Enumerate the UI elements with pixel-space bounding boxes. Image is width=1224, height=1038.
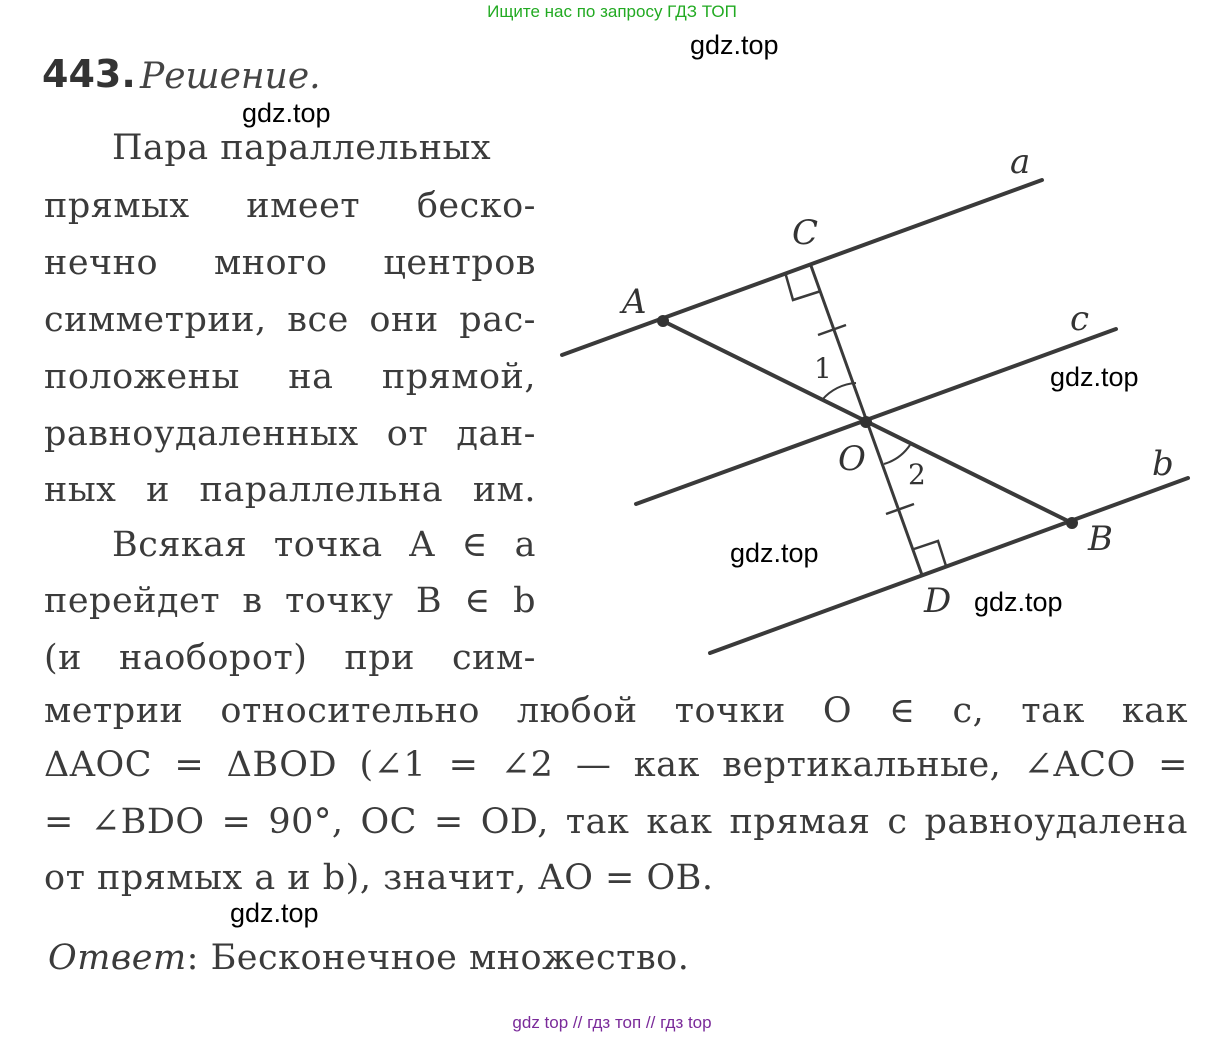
watermark: gdz.top bbox=[242, 98, 331, 128]
watermark: gdz.top bbox=[690, 30, 779, 60]
label-point-c: C bbox=[792, 213, 819, 253]
watermark: gdz.top bbox=[974, 587, 1063, 617]
answer-label: Ответ bbox=[48, 938, 187, 978]
text-line: ΔAOC = ΔBOD (∠1 = ∠2 — как вертикальные, ∠ACO = bbox=[44, 745, 1188, 785]
label-a: a bbox=[1010, 142, 1031, 182]
angle-1-arc bbox=[822, 383, 856, 400]
search-banner: Ищите нас по запросу ГДЗ ТОП bbox=[487, 2, 737, 21]
point-a bbox=[657, 315, 669, 327]
problem-number: 443. bbox=[42, 52, 136, 96]
point-o bbox=[860, 416, 872, 428]
text-line: симметрии, все они рас- bbox=[44, 300, 536, 340]
text-line: Пара параллельных bbox=[112, 128, 492, 168]
watermark: gdz.top bbox=[230, 898, 319, 928]
footer-links[interactable]: gdz top // гдз топ // гдз top bbox=[512, 1013, 712, 1032]
text-line: нечно много центров bbox=[44, 243, 536, 283]
text-line: Всякая точка A ∈ a bbox=[112, 525, 536, 565]
line-b bbox=[710, 478, 1188, 653]
watermark: gdz.top bbox=[730, 538, 819, 568]
solution-heading: Решение. bbox=[140, 56, 321, 97]
text-line: от прямых a и b), значит, AO = OB. bbox=[44, 858, 714, 898]
text-line: (и наоборот) при сим- bbox=[44, 638, 536, 678]
text-line: прямых имеет беско- bbox=[44, 186, 536, 226]
text-line: ных и параллельна им. bbox=[44, 470, 536, 510]
text-line: положены на прямой, bbox=[44, 357, 536, 397]
text-line: = ∠BDO = 90°, OC = OD, так как прямая c равноудалена bbox=[44, 802, 1188, 842]
point-b bbox=[1066, 517, 1078, 529]
angle-2-arc bbox=[884, 445, 910, 464]
label-point-d: D bbox=[924, 581, 952, 621]
text-line: равноудаленных от дан- bbox=[44, 414, 536, 454]
label-b: b bbox=[1152, 444, 1174, 484]
text-line: перейдет в точку B ∈ b bbox=[44, 581, 536, 621]
label-c: c bbox=[1070, 299, 1090, 339]
line-a bbox=[562, 180, 1042, 355]
answer-text: : Бесконечное множество. bbox=[186, 938, 690, 978]
watermark: gdz.top bbox=[1050, 362, 1139, 392]
label-angle-2: 2 bbox=[908, 458, 926, 491]
label-angle-1: 1 bbox=[814, 352, 832, 385]
line-c bbox=[636, 329, 1116, 504]
label-point-b: B bbox=[1088, 519, 1113, 559]
label-point-a: A bbox=[622, 282, 647, 322]
text-line: метрии относительно любой точки O ∈ c, так как bbox=[44, 691, 1188, 731]
label-point-o: O bbox=[838, 439, 866, 479]
